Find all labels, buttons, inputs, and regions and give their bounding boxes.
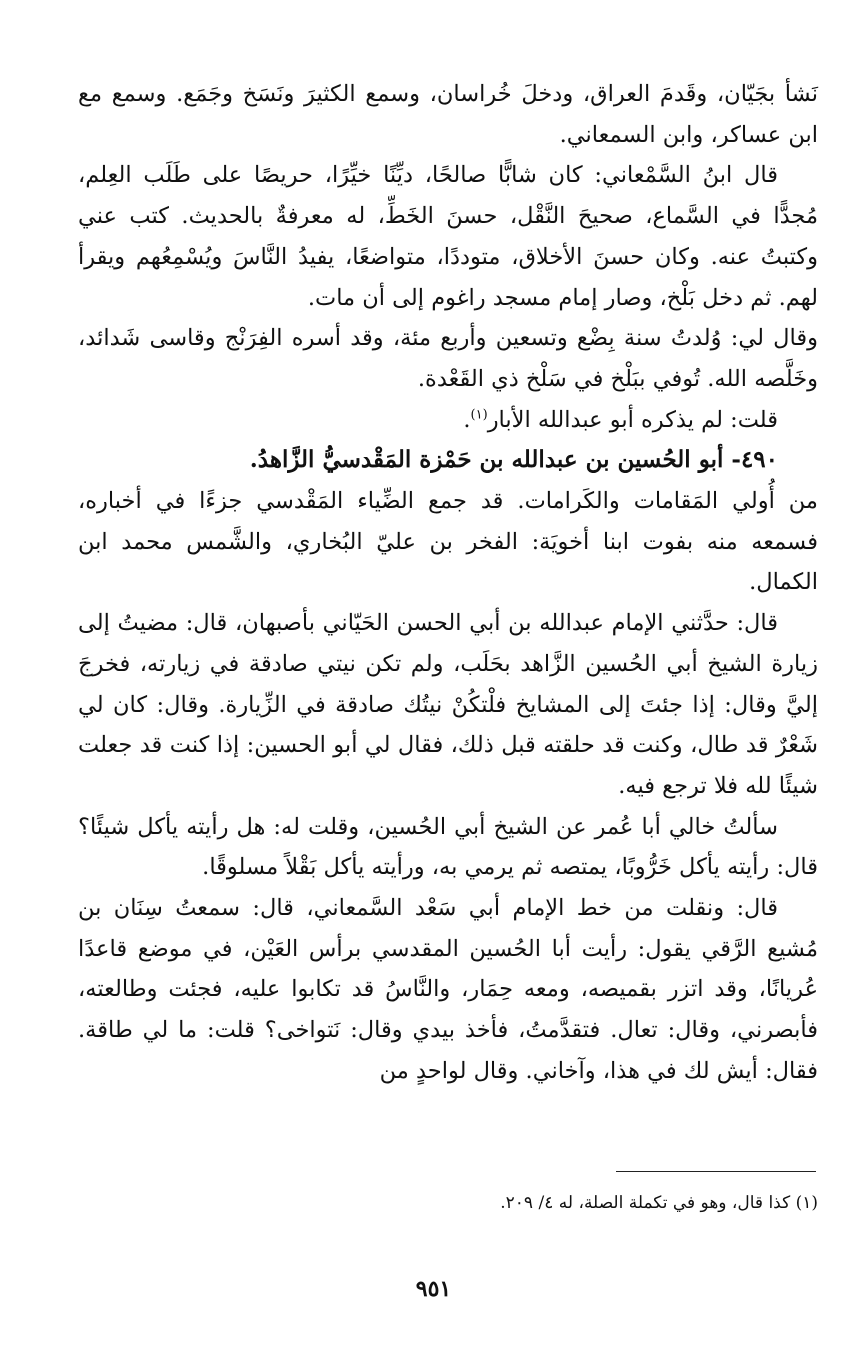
page-number: ٩٥١ [415, 1276, 452, 1302]
note-text: قلت: لم يذكره أبو عبدالله الأبار [487, 406, 778, 433]
main-text [78, 74, 818, 1092]
paragraph-hayyani: قال: حدَّثني الإمام عبدالله بن أبي الحسن الحَيّاني بأصبهان، قال: مضيتُ إلى زيارة الشيخ أبي الحُسين الزَّاهد بحَلَب، ولم تكن نيتي صادقة في زيارته، فخرجَ إليَّ وقال: إذا جئتَ إلى المشايخ فلْتكُنْ نيتُك صادقة في الزِّيارة. وقال: كان لي شَعْرٌ قد طال، وكنت قد حلقته قبل ذلك، فقال لي أبو الحسين: إذا كنت قد جعلت شيئًا لله فلا ترجع فيه. [78, 610, 818, 799]
footnote: (١) كذا قال، وهو في تكملة الصلة، له ٤/ ٢٠٩. [500, 1193, 818, 1213]
footnote-divider [616, 1171, 816, 1172]
paragraph-samani-quote: قال ابنُ السَّمْعاني: كان شابًّا صالحًا، ديِّنًا خيِّرًا، حريصًا على طَلَب العِلم، مُجدًّا في السَّماع، صحيحَ النَّقْل، حسنَ الخَطِّ، له معرفةٌ بالحديث. كتب عني وكتبتُ عنه. وكان حسنَ الأخلاق، متوددًا، متواضعًا، يفيدُ النَّاسَ ويُسْمِعُهم ويقرأ لهم. ثم دخل بَلْخ، وصار إمام مسجد راغوم إلى أن مات. [78, 162, 818, 311]
footnote-marker: (١) [470, 407, 488, 423]
paragraph-khali: سألتُ خالي أبا عُمر عن الشيخ أبي الحُسين، وقلت له: هل رأيته يأكل شيئًا؟ قال: رأيته يأكل خَرُّوبًا، يمتصه ثم يرمي به، ورأيته يأكل بَقْلاً مسلوقًا. [78, 813, 818, 881]
paragraph-samani-khatt: قال: ونقلت من خط الإمام أبي سَعْد السَّمعاني، قال: سمعتُ سِنَان بن مُشيع الرَّقي يقول: رأيت أبا الحُسين المقدسي برأس العَيْن، في موضع قاعدًا عُريانًا، وقد اتزر بقميصه، ومعه حِمَار، والنَّاسُ قد تكابوا عليه، فجئت وطالعته، فأبصرني، وقال: تعال. فتقدَّمتُ، فأخذ بيدي وقال: نَتواخى؟ قلت: ما لي طاقة. فقال: أيش لك في هذا، وآخاني. وقال لواحدٍ من [78, 895, 818, 1084]
paragraph-death: وقال لي: وُلدتُ سنة بِضْع وتسعين وأربع مئة، وقد أسره الفِرَنْج وقاسى شَدائد، وخَلَّصه الله. تُوفي ببَلْخ في سَلْخ ذي القَعْدة. [78, 325, 818, 392]
paragraph-note: قلت: لم يذكره أبو عبدالله الأبار$^{(١)}$. [463, 406, 778, 433]
entry-heading: ٤٩٠- أبو الحُسين بن عبدالله بن حَمْزة المَقْدسيُّ الزَّاهدُ. [249, 446, 778, 474]
paragraph-birth: نَشأ بجَيّان، وقَدمَ العراق، ودخلَ خُراسان، وسمع الكثيرَ ونَسَخ وجَمَع. وسمع مع ابن عساكر، وابن السمعاني. [78, 81, 818, 148]
paragraph-intro: من أُولي المَقامات والكَرامات. قد جمع الضِّياء المَقْدسي جزءًا في أخباره، فسمعه منه بفوت ابنا أخويَة: الفخر بن عليّ البُخاري، والشَّمس محمد ابن الكمال. [78, 488, 818, 596]
